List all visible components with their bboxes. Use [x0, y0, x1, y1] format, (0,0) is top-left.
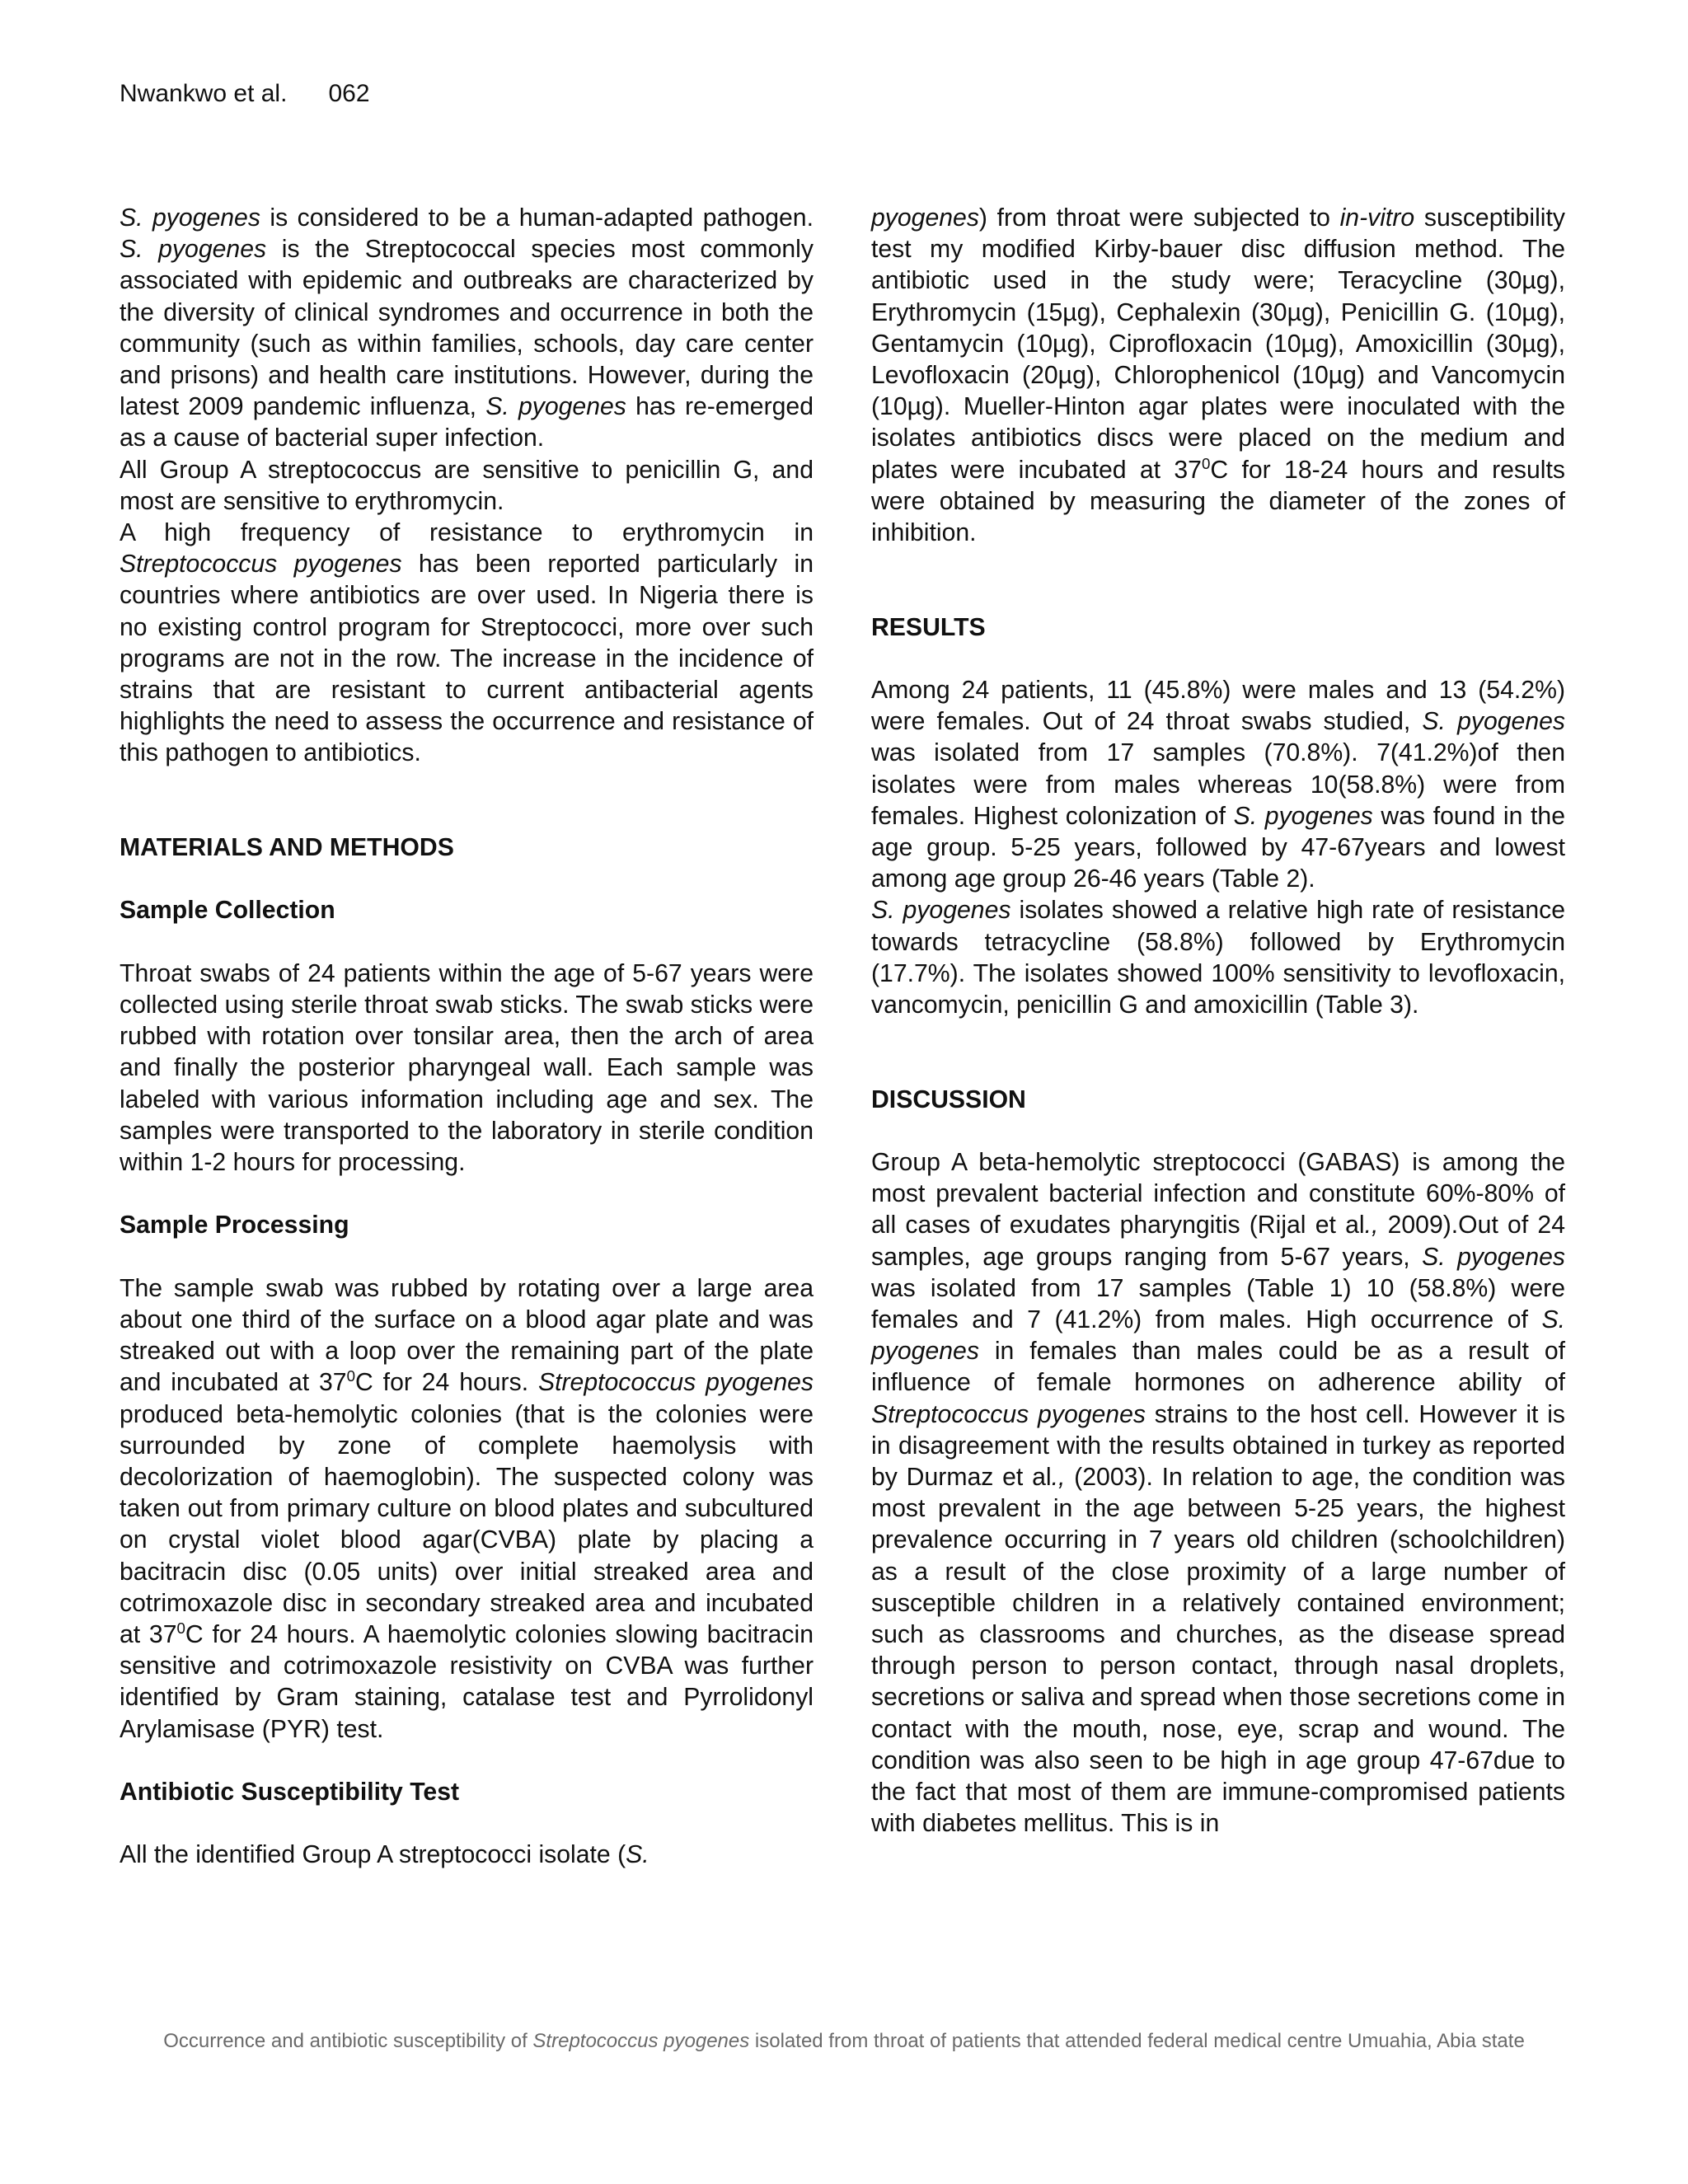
text-run: is the Streptococcal species most commonly associated with epidemic and outbreaks are characterized by the diversity of clinical syndromes and occurrence in both the community (such as within families, schools, day care center and prisons) and health care institutions. However, during the latest 2009 pandemic influenza, — [120, 236, 814, 421]
page-number: 062 — [328, 80, 370, 107]
text-run: Among 24 patients, 11 (45.8%) were males and 13 (54.2%) were females. Out of 24 throat swabs studied, — [871, 677, 1565, 736]
text-run: strains to the host cell. However it is in disagreement with the results obtained in turkey as reported by Durmaz et al — [871, 1400, 1565, 1492]
running-head — [120, 79, 370, 109]
page-footer — [0, 2029, 1688, 2054]
text-run: Streptococcus pyogenes — [532, 2030, 750, 2052]
susceptibility-paragraph-continued — [871, 203, 1565, 549]
text-run: has re-emerged as a cause of bacterial super infection. — [120, 393, 814, 452]
text-run: All Group A streptococcus are sensitive to penicillin G, and most are sensitive to erythromycin. — [120, 456, 814, 515]
text-run: 2009).Out of 24 samples, age groups ranging from 5-67 years, — [871, 1212, 1565, 1271]
author-line: Nwankwo et al. — [120, 80, 288, 107]
intro-paragraph-1 — [120, 203, 814, 455]
subheading-sample-processing: Sample Processing — [120, 1212, 349, 1240]
text-run: isolated from throat of patients that attended federal medical centre Umuahia, Abia state — [749, 2030, 1525, 2052]
text-run: C for 18-24 hours and results were obtained by measuring the diameter of the zones of inhibition. — [871, 456, 1565, 547]
results-paragraph-1 — [871, 675, 1565, 895]
text-run: S. pyogenes — [1233, 802, 1373, 830]
text-run: in females than males could be as a result of influence of female hormones on adherence ability of — [871, 1338, 1565, 1397]
text-run: S. pyogenes — [120, 236, 267, 264]
text-run: isolates showed a relative high rate of resistance towards tetracycline (58.8%) followed by Erythromycin (17.7%). The isolates showed 100% sensitivity to levofloxacin, vancomycin, penicillin G and amoxicillin (Table 3). — [871, 897, 1565, 1019]
text-run: All the identified Group A streptococci isolate ( — [120, 1841, 626, 1869]
text-run: ., — [1051, 1464, 1066, 1492]
sample-collection-paragraph — [120, 958, 814, 1179]
text-run: 0 — [346, 1367, 356, 1385]
text-run: Streptococcus pyogenes — [871, 1400, 1146, 1428]
text-run: Throat swabs of 24 patients within the age of 5-67 years were collected using sterile throat swab sticks. The swab sticks were rubbed with rotation over tonsilar area, then the arch of area and finally the posterior pharyngeal wall. Each sample was labeled with various information including age and sex. The samples were transported to the laboratory in sterile condition within 1-2 hours for processing. — [120, 959, 814, 1177]
text-run: was isolated from 17 samples (70.8%). 7(41.2%)of then isolates were from males whereas 10(58.8%) were from females. Highest colonization of — [871, 739, 1565, 830]
text-run: 0 — [1201, 454, 1211, 472]
text-run: (2003). In relation to age, the condition was most prevalent in the age between 5-25 years, the highest prevalence occurring in 7 years old children (schoolchildren) as a result of the close proximity of a large number of susceptible children in a relatively contained environment; such as classrooms and churches, as the disease spread through person to person contact, through nasal droplets, secretions or saliva and spread when those secretions come in contact with the mouth, nose, eye, scrap and wound. The condition was also seen to be high in age group 47-67due to the fact that most of them are immune-compromised patients with diabetes mellitus. This is in — [871, 1464, 1565, 1838]
text-run: Group A beta-hemolytic streptococci (GABAS) is among the most prevalent bacterial infection and constitute 60%-80% of all cases of exudates pharyngitis (Rijal et al — [871, 1149, 1565, 1240]
text-run: C for 24 hours. — [355, 1369, 538, 1397]
right-column — [871, 203, 1565, 1840]
results-paragraph-2 — [871, 895, 1565, 1021]
text-run: S. — [626, 1841, 649, 1869]
text-run: C for 24 hours. A haemolytic colonies slowing bacitracin sensitive and cotrimoxazole resistivity on CVBA was further identified by Gram staining, catalase test and Pyrrolidonyl Arylamisase (PYR) test. — [120, 1621, 814, 1743]
text-run: was found in the age group. 5-25 years, followed by 47-67years and lowest among age group 26-46 years (Table 2). — [871, 802, 1565, 893]
text-run: S. pyogenes — [120, 204, 260, 232]
text-run: ) from throat were subjected to — [978, 204, 1340, 232]
subheading-antibiotic-susceptibility: Antibiotic Susceptibility Test — [120, 1779, 460, 1807]
text-run: A high frequency of resistance to erythromycin in — [120, 519, 814, 547]
intro-paragraph-2 — [120, 455, 814, 518]
text-run: has been reported particularly in countries where antibiotics are over used. In Nigeria there is no existing control program for Streptococci, more over such programs are not in the row. The increase in the incidence of strains that are resistant to current antibacterial agents highlights the need to assess the occurrence and resistance of this pathogen to antibiotics. — [120, 551, 814, 767]
text-run: in-vitro — [1339, 204, 1415, 232]
text-run: produced beta-hemolytic colonies (that is the colonies were surrounded by zone of complete haemolysis with decolorization of haemoglobin). The suspected colony was taken out from primary culture on blood plates and subcultured on crystal violet blood agar(CVBA) plate by placing a bacitracin disc (0.05 units) over initial streaked area and cotrimoxazole disc in secondary streaked area and incubated at 37 — [120, 1400, 814, 1649]
text-run: S. pyogenes — [485, 393, 626, 421]
subheading-sample-collection: Sample Collection — [120, 897, 335, 925]
text-run: Streptococcus pyogenes — [537, 1369, 814, 1397]
text-run: S. pyogenes — [1422, 708, 1565, 736]
discussion-paragraph — [871, 1147, 1565, 1840]
text-run: susceptibility test my modified Kirby-bauer disc diffusion method. The antibiotic used in the study were; Teracycline (30µg), Erythromycin (15µg), Cephalexin (30µg), Penicillin G. (10µg), Gentamycin (10µg), Ciprofloxacin (10µg), Amoxicillin (30µg), Levofloxacin (20µg), Chlorophenicol (10µg) and Vancomycin (10µg). Mueller-Hinton agar plates were inoculated with the isolates antibiotics discs were placed on the medium and plates were incubated at 37 — [871, 204, 1565, 484]
text-run: Streptococcus pyogenes — [120, 551, 402, 579]
text-run: pyogenes — [871, 204, 979, 232]
intro-paragraph-3 — [120, 518, 814, 770]
text-run: Occurrence and antibiotic susceptibility of — [163, 2030, 533, 2052]
section-heading-results: RESULTS — [871, 613, 986, 641]
text-run: The sample swab was rubbed by rotating over a large area about one third of the surface on a blood agar plate and was streaked out with a loop over the remaining part of the plate and incubated at 37 — [120, 1274, 814, 1397]
sample-processing-paragraph — [120, 1273, 814, 1746]
section-heading-discussion: DISCUSSION — [871, 1085, 1026, 1113]
text-run: S. pyogenes — [1422, 1243, 1565, 1271]
section-heading-methods: MATERIALS AND METHODS — [120, 834, 454, 862]
left-column — [120, 203, 814, 1872]
susceptibility-paragraph-start — [120, 1840, 814, 1871]
text-run: S. pyogenes — [871, 1306, 1565, 1366]
text-run: 0 — [176, 1619, 185, 1637]
text-run: was isolated from 17 samples (Table 1) 10 (58.8%) were females and 7 (41.2%) from males. High occurrence of — [871, 1274, 1565, 1334]
text-run: is considered to be a human-adapted pathogen. — [260, 204, 814, 232]
text-run: ., — [1364, 1212, 1379, 1240]
text-run: S. pyogenes — [871, 897, 1011, 925]
